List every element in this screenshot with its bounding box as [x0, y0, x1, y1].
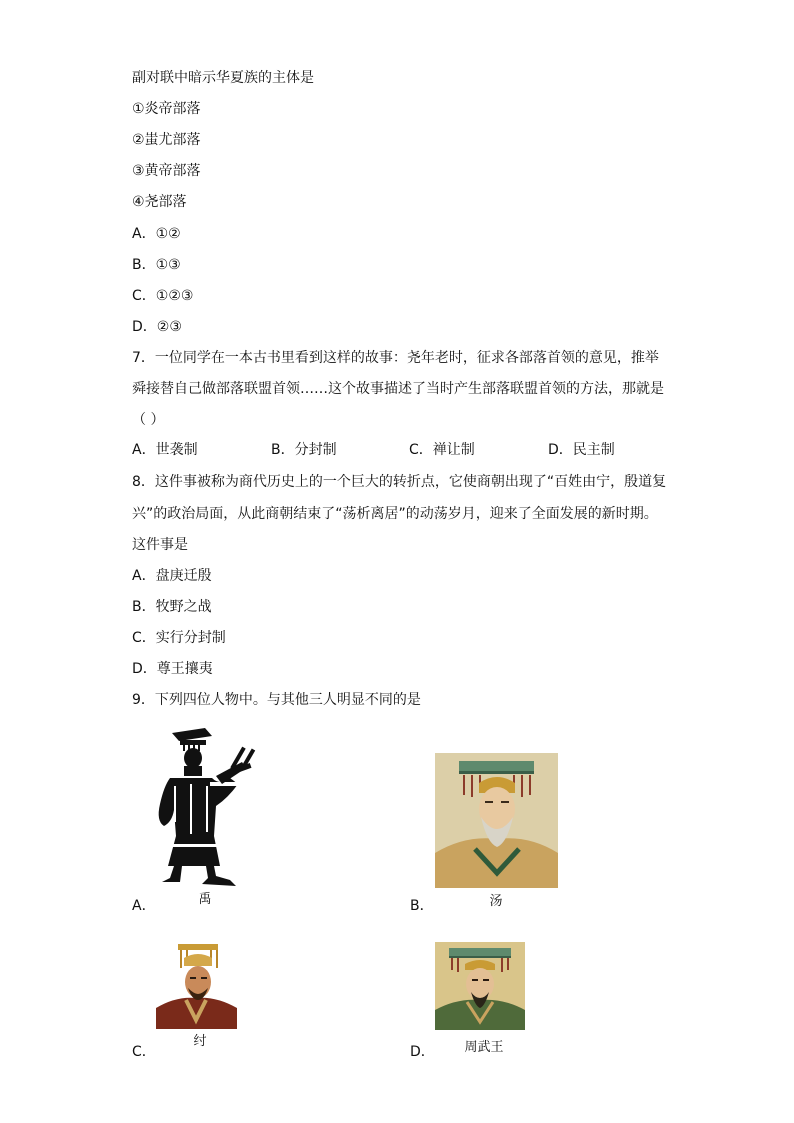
q7-option-c: C．禅让制 [409, 442, 475, 458]
q6-item-3: ③黄帝部落 [132, 163, 201, 179]
q8-option-a: A．盘庚迁殷 [132, 568, 212, 584]
q9-figure-b-caption: 汤 [489, 894, 503, 909]
q9-figure-b-letter: B． [410, 898, 434, 914]
q8-option-b: B．牧野之战 [132, 599, 212, 615]
q8-stem-line1: 8．这件事被称为商代历史上的一个巨大的转折点，它使商朝出现了“百姓由宁，殷道复 [132, 474, 667, 490]
q9-figure-d-letter: D． [410, 1044, 435, 1060]
q6-item-1: ①炎帝部落 [132, 101, 201, 117]
q9-figure-d-caption: 周武王 [464, 1040, 504, 1055]
q6-option-d: D．②③ [132, 319, 182, 335]
q9-figure-a-caption: 禹 [198, 892, 212, 907]
q9-figure-c-letter: C． [132, 1044, 156, 1060]
q8-option-c: C．实行分封制 [132, 630, 226, 646]
q7-option-a: A．世袭制 [132, 442, 198, 458]
q7-stem-line3: （ ） [132, 412, 165, 428]
q6-item-4: ④尧部落 [132, 194, 187, 210]
q7-stem-line2: 舜接替自己做部落联盟首领……这个故事描述了当时产生部落联盟首领的方法，那就是 [132, 381, 664, 397]
q9-figure-c-caption: 纣 [193, 1034, 207, 1049]
q7-option-d: D．民主制 [548, 442, 615, 458]
q6-option-a: A．①② [132, 226, 181, 242]
zhou-portrait-image [156, 942, 237, 1029]
q9-stem: 9．下列四位人物中。与其他三人明显不同的是 [132, 692, 421, 708]
q8-stem-line2: 兴”的政治局面，从此商朝结束了“荡析离居”的动荡岁月，迎来了全面发展的新时期。 [132, 506, 658, 522]
q9-figure-a-letter: A． [132, 898, 156, 914]
q7-stem-line1: 7．一位同学在一本古书里看到这样的故事：尧年老时，征求各部落首领的意见，推举 [132, 350, 659, 366]
q6-option-b: B．①③ [132, 257, 181, 273]
q6-stem: 副对联中暗示华夏族的主体是 [132, 70, 314, 86]
yu-silhouette-image [150, 726, 260, 891]
q6-item-2: ②蚩尤部落 [132, 132, 201, 148]
q7-option-b: B．分封制 [271, 442, 337, 458]
q8-stem-line3: 这件事是 [132, 537, 188, 553]
king-wu-portrait-image [435, 942, 525, 1030]
tang-portrait-image [435, 753, 558, 888]
q6-option-c: C．①②③ [132, 288, 194, 304]
q8-option-d: D．尊王攘夷 [132, 661, 213, 677]
